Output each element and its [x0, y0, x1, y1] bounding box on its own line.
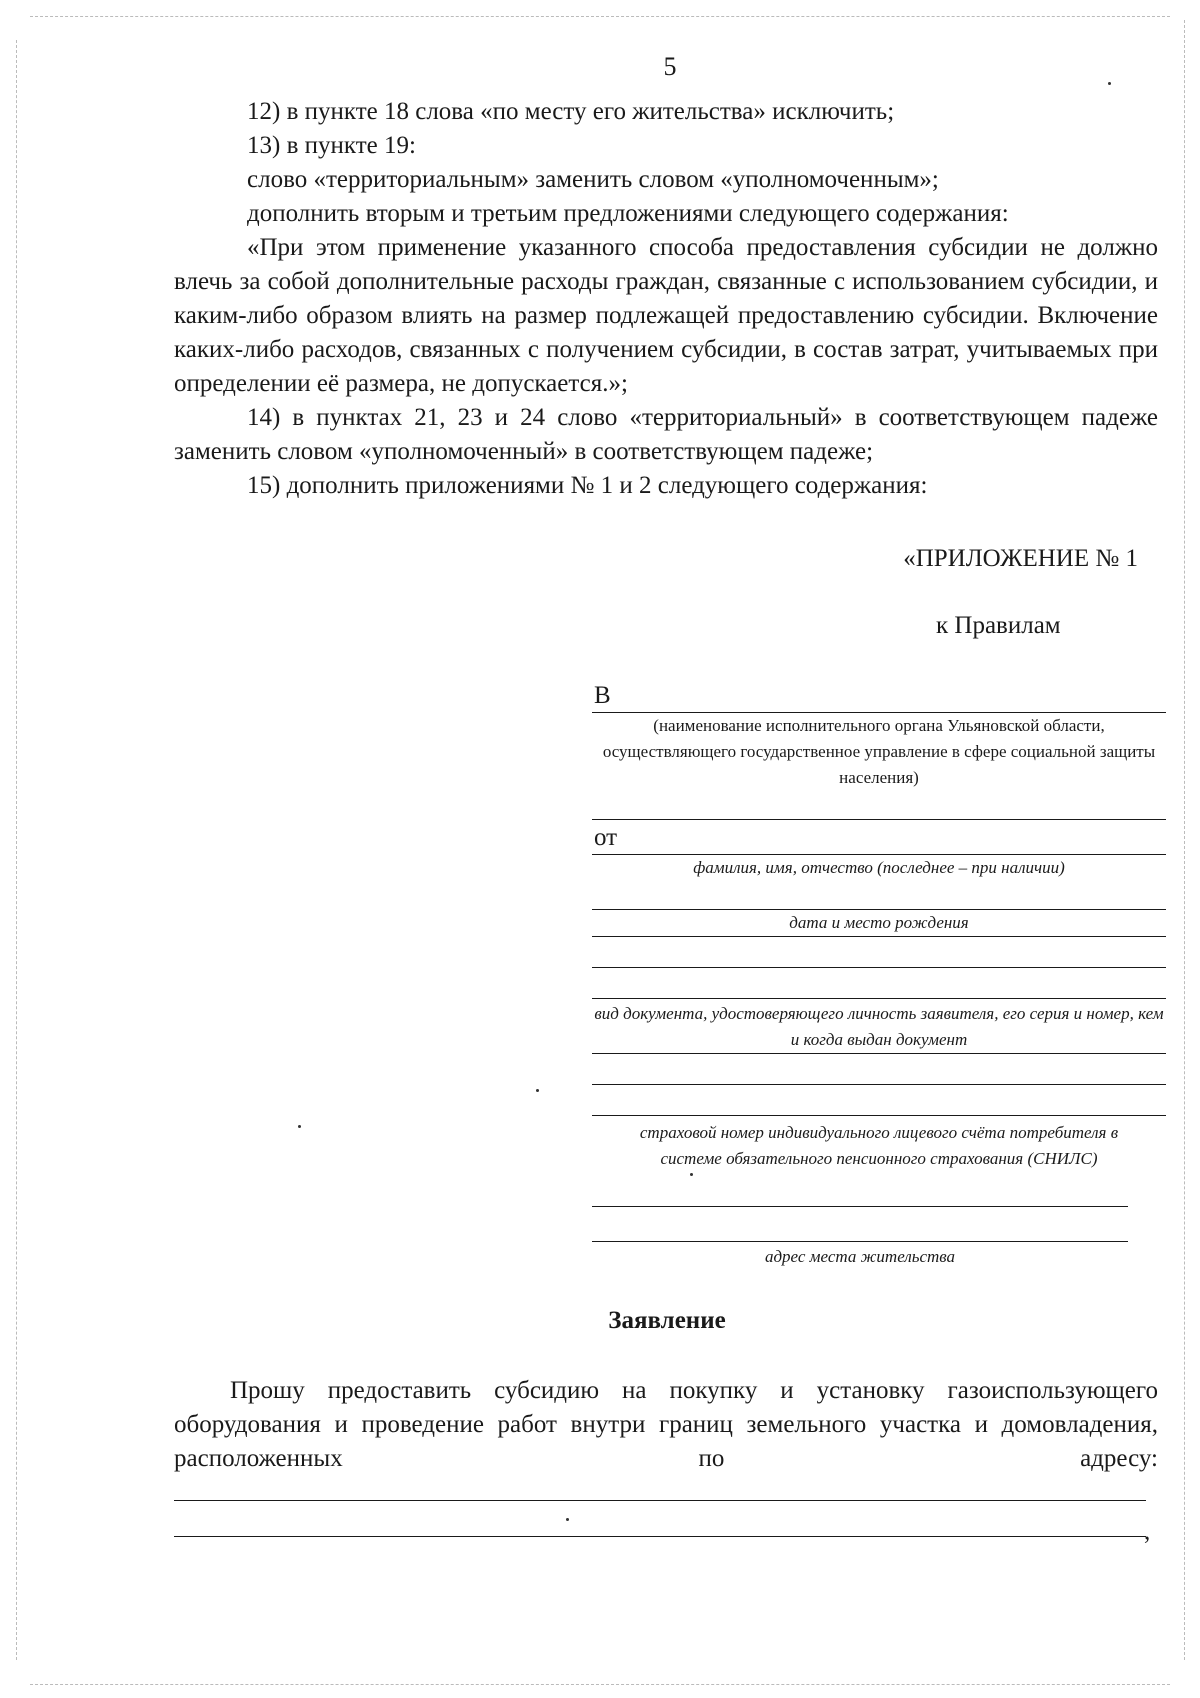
statement-text-block — [174, 1374, 1158, 1476]
birth-caption: дата и место рождения — [789, 913, 969, 932]
address-caption: адрес места жительства — [764, 1247, 956, 1266]
from-line — [592, 824, 1166, 855]
paragraph-item-13: 13) в пункте 19: — [247, 132, 416, 159]
snils-line-2 — [592, 1115, 1166, 1116]
scan-speck — [298, 1125, 301, 1128]
to-prefix: В — [594, 682, 611, 709]
appendix-title: «ПРИЛОЖЕНИЕ № 1 — [903, 545, 1138, 572]
paragraph-item-13-replace: слово «территориальным» заменить словом «уполномоченным»; — [247, 166, 939, 193]
appendix-subtitle: к Правилам — [936, 612, 1061, 639]
statement-line-end: , — [1144, 1518, 1151, 1545]
fio-caption: фамилия, имя, отчество (последнее – при наличии) — [693, 858, 1065, 877]
paragraph-item-12: 12) в пункте 18 слова «по месту его жительства» исключить; — [247, 98, 895, 125]
paragraph-item-14: 14) в пунктах 21, 23 и 24 слово «территориальный» в соответствующем падеже заменить словом «уполномоченный» в соответствующем падеже; — [174, 404, 1158, 465]
scan-edge-right — [1184, 20, 1185, 1660]
scan-speck — [536, 1089, 539, 1092]
to-line-2 — [592, 819, 1166, 820]
snils-caption: страховой номер индивидуального лицевого счёта потребителя в системе обязательного пенсионного страхования (СНИЛС) — [639, 1123, 1119, 1168]
id-doc-line-1 — [592, 998, 1166, 999]
statement-address-line-2 — [174, 1536, 1146, 1537]
page-number: 5 — [663, 52, 677, 81]
scan-edge-left — [16, 40, 17, 1660]
scan-speck — [690, 1173, 693, 1176]
id-doc-caption: вид документа, удостоверяющего личность заявителя, его серия и номер, кем и когда выдан документ — [594, 1004, 1164, 1049]
to-caption: (наименование исполнительного органа Ульяновской области, осуществляющего государственное управление в сфере социальной защиты населения) — [602, 716, 1156, 787]
paragraph-quoted-sentences: «При этом применение указанного способа предоставления субсидии не должно влечь за собой дополнительные расходы граждан, связанные с использованием субсидии, и каким-либо образом влиять на размер подлежащей предоставлению субсидии. Включение каких-либо расходов, связанных с получением субсидии, в состав затрат, учитываемых при определении её размера, не допускается.»; — [174, 234, 1158, 397]
address-line-2 — [592, 1241, 1128, 1242]
scan-speck — [566, 1518, 569, 1521]
amendments-text — [174, 95, 1158, 503]
statement-address-line-1 — [174, 1500, 1146, 1501]
addressee-block — [592, 682, 1166, 1270]
scan-speck — [1108, 82, 1111, 85]
paragraph-item-13-add: дополнить вторым и третьим предложениями следующего содержания: — [247, 200, 1009, 227]
from-prefix: от — [594, 824, 618, 851]
scan-edge-bottom — [30, 1684, 1170, 1685]
statement-text: Прошу предоставить субсидию на покупку и установку газоиспользующего оборудования и проведение работ внутри границ земельного участка и домовладения, расположенных по адресу: — [174, 1377, 1158, 1472]
paragraph-item-15: 15) дополнить приложениями № 1 и 2 следующего содержания: — [247, 472, 928, 499]
scan-edge-top — [30, 16, 1170, 17]
to-line — [592, 682, 1166, 713]
statement-heading: Заявление — [608, 1307, 726, 1334]
